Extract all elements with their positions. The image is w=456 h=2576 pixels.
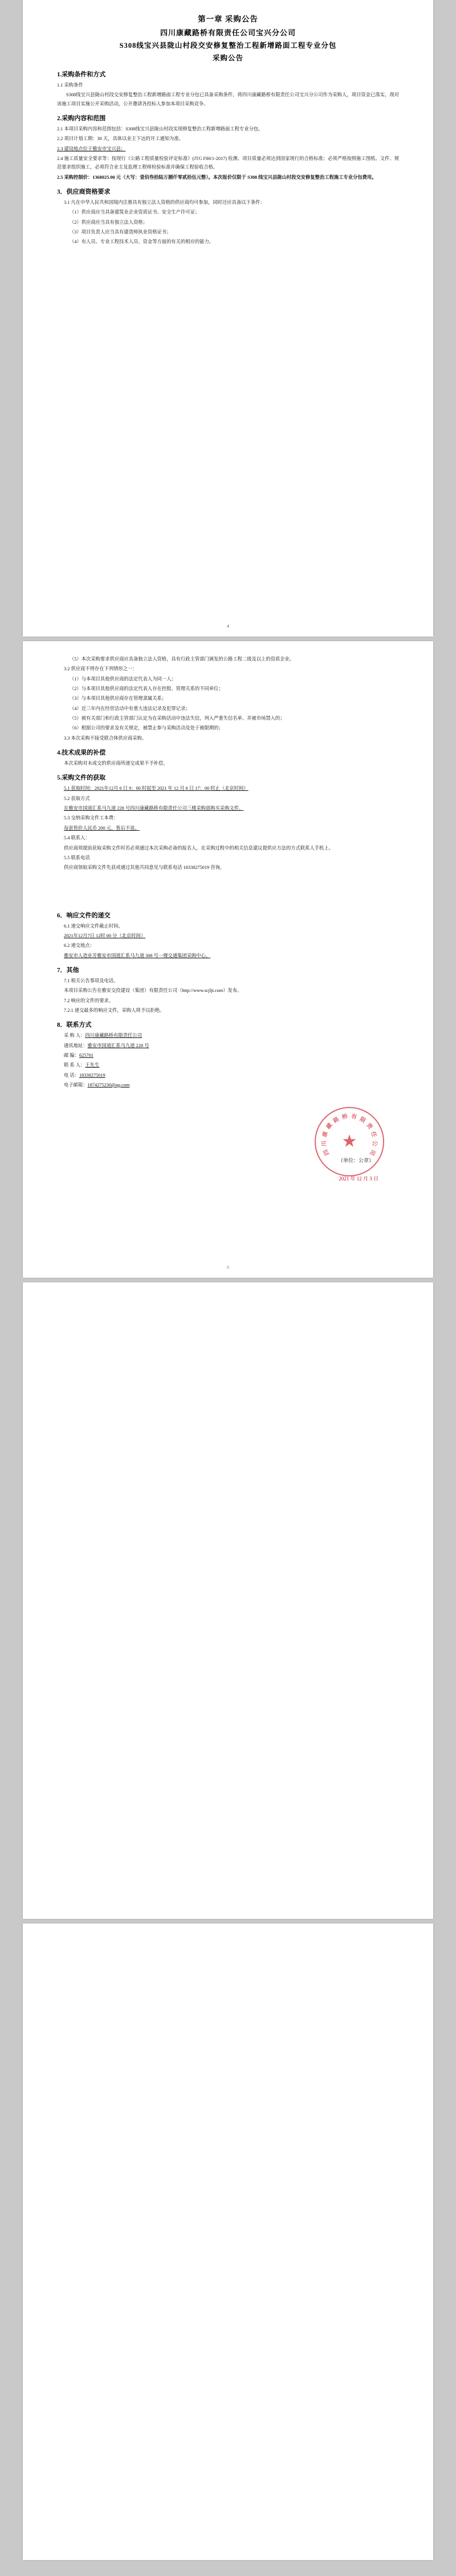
- page-number-2: 5: [227, 1265, 229, 1270]
- contact-label-zip: 邮 编：: [64, 1052, 79, 1058]
- seal-arc-char: 有: [351, 1113, 357, 1121]
- seal-arc-text: [316, 1108, 383, 1175]
- seal-arc-char: 川: [321, 1140, 328, 1147]
- contact-value-email: 1874275230@qq.com: [87, 1082, 130, 1088]
- document-sheet-2: [23, 641, 433, 1278]
- section-2-item-1: 2.1 本项目采购内容和范围包括：S308线宝兴县陇山村段实现修复整治工程新增路面工程专业分包。: [57, 126, 263, 132]
- contact-row-address: [64, 1041, 399, 1050]
- contact-value-phone: 18338275019: [79, 1072, 105, 1078]
- section-6-place-label: 6.2 递交地点：: [64, 943, 95, 949]
- seal-arc-char: 任: [369, 1130, 377, 1138]
- section-3-item-5: （5）本次采购要求供应商应具备独立法人资格，具有行政主管部门颁发的公路工程二级及以上的资质企业。: [70, 657, 295, 662]
- section-heading-4: 4.技术成果的补偿: [57, 749, 106, 757]
- section-4-text: 本次采购对未成交的供应商所递交成果不予补偿。: [64, 761, 168, 766]
- contact-value-address: 雅安市国道汇系马九道 228 号: [87, 1043, 149, 1048]
- document-sheet-4: [23, 1923, 433, 2560]
- doc-title-line-3: S308线宝兴县陇山村段交安修复整治工程新增路面工程专业分包: [119, 42, 337, 50]
- section-3-item-2: （2）供应商应当具有独立法人资格；: [70, 219, 148, 225]
- seal-arc-char: 康: [321, 1130, 329, 1138]
- section-3-intro: 3.1 凡在中华人民共和国境内注册具有独立法人资格的供应商均可参加，同时还应具备以下条件：: [64, 200, 265, 206]
- contact-label-purchaser: 采 购 人：: [64, 1033, 85, 1039]
- section-7-item-2: 本项目采购公告在雅安交投建设（集团）有限责任公司（http://www.scjljt.com）发布。: [64, 988, 242, 994]
- section-3-restriction-4: （4）近三年内在经营活动中有重大违法记录及犯罪记录；: [70, 705, 190, 711]
- section-5-contact-note: 供应商须提前获取采购文件时若必须通过本次采购必备的报名人，在采购过程中的相关信息建议提供应方法的方式联系人手机上。: [64, 845, 333, 851]
- contact-row-zip: [64, 1051, 399, 1060]
- section-3-item-4: （4）有人员、专业工程技术人员、资金等方面的有关的相应的能力。: [70, 239, 214, 245]
- section-3-restriction-1: （1）与本项目其他供应商的法定代表人为同一人；: [70, 676, 176, 682]
- contact-value-purchaser: 四川康藏路桥有限责任公司: [85, 1033, 142, 1039]
- section-3-restriction-3: （3）与本项目其他供应商存在管理隶属关系；: [70, 696, 167, 702]
- seal-star-icon: ★: [341, 1132, 357, 1151]
- section-6-deadline-value: 2021年12月7日 12时 00 分（北京时间）: [64, 933, 146, 938]
- section-3-restriction-2: （2）与本项目其他供应商的法定代表人存在控股、管理关系的不同单位；: [70, 686, 223, 692]
- contact-row-email: [64, 1081, 399, 1089]
- document-sheet-3: [23, 1282, 433, 1919]
- section-5-contact-label: 5.4 联系人：: [64, 835, 90, 841]
- contact-block: [57, 1031, 399, 1089]
- contact-row-person: [64, 1061, 399, 1069]
- section-2-item-3: 2.3 建设地点位于雅安市宝兴县；: [57, 146, 126, 151]
- doc-title-line-4: 采购公告: [212, 54, 243, 62]
- section-2-item-5: 2.5 采购控制价：1368025.00 元（大写：壹佰叁拾陆万捌仟零贰拾伍元整）。本次报价仅限于 S308 线宝兴县陇山村段交安修复整治工程施工专业分包费用。: [57, 174, 377, 180]
- section-3-restrictions-heading: 3.2 供应商不得存在下列情形之一：: [64, 666, 137, 672]
- contact-value-zip: 625701: [79, 1052, 93, 1058]
- section-3-restriction-5: （5）被有关部门和行政主管部门认定为在采购活动中违法失信，列入严重失信名单、并被市场禁入的；: [70, 716, 285, 721]
- section-heading-3: 3．供应商资格要求: [57, 188, 111, 196]
- section-heading-8: 8．联系方式: [57, 1022, 92, 1029]
- contact-row-phone: [64, 1071, 399, 1080]
- section-7-item-4: 7.2.1 递交最多的响应文件，采购人将予以拒绝。: [64, 1007, 165, 1013]
- seal-arc-char: 路: [332, 1116, 341, 1125]
- section-heading-7: 7．其他: [57, 966, 79, 974]
- section-6-place-value: 雅安市人造业芳雅安市国道汇系马九道 308 号一楼交通集团采购中心。: [64, 953, 211, 958]
- seal-arc-char: 司: [368, 1148, 376, 1156]
- section-2-item-4: 2.4 施工质量安全要求等：按现行《公路工程质量检验评定标准》(JTG F80/1-2017) 检测、项目质量必须达到国家现行的合格标准；必须严格按照施工图纸、文件、规范要求组织施工，必须符合业主及监理工程师检验标准并确保工程验收合格。: [57, 156, 399, 170]
- seal-arc-char: 限: [358, 1116, 367, 1125]
- contact-row-purchaser: [64, 1031, 399, 1040]
- seal-arc-char: 藏: [325, 1122, 334, 1131]
- section-2-item-2: 2.2 项目计划工期：30 天，具体以业主下达的开工通知为准。: [57, 136, 184, 142]
- section-3-item-1: （1）供应商应当具备建筑业企业资质证书、安全生产许可证；: [70, 210, 200, 215]
- section-heading-6: 6．响应文件的递交: [57, 912, 111, 919]
- official-seal-stamp: [315, 1107, 384, 1176]
- contact-label-person: 联 系 人：: [64, 1063, 85, 1068]
- section-5-acquire-location: 在雅安市国道汇系马九道 228 号四川康藏路桥有限责任公司三楼采购部购买采购文件。: [64, 806, 244, 811]
- section-3-restriction-6: （6）根据公司的要求及有关规定，被禁止参与采购活动及处于被限期的；: [70, 725, 223, 731]
- seal-arc-char: 四: [323, 1148, 331, 1156]
- section-1-text: S308线宝兴县陇山村段交安修复整治工程新增路面工程专业分包已具备采购条件，将四川康藏路桥有限责任公司宝兴分公司作为采购人，项目资金已落实，现对该施工项目实施公开采购活动，公开邀请各投标人参加本项目采购竞争。: [57, 92, 399, 106]
- doc-title-line-1: 第一章 采购公告: [198, 15, 258, 23]
- section-7-item-3: 7.2 响应的文件的要求。: [64, 998, 114, 1003]
- seal-date: 2021 年 12 月 3 日: [339, 1176, 378, 1182]
- contact-label-address: 通讯地址：: [64, 1043, 88, 1048]
- contact-label-phone: 电 话：: [64, 1072, 79, 1078]
- seal-arc-char: 责: [365, 1122, 374, 1131]
- section-3-no-consortium: 3.3 本次采购不接受联合体供应商采购。: [64, 735, 147, 741]
- contact-label-email: 电子邮箱：: [64, 1082, 88, 1088]
- section-5-phone-label: 5.5 联系电话: [64, 855, 90, 860]
- section-5-phone-note: 供应商领取采购文件先获或通过其他共同意见与联系电话 18338275019 咨询。: [64, 865, 225, 871]
- section-6-deadline-label: 6.1 递交响应文件截止时间。: [64, 923, 123, 929]
- page-number-1: 4: [227, 624, 229, 629]
- section-7-item-1: 7.1 相关公告事项及电话。: [64, 978, 119, 983]
- seal-arc-char: 桥: [341, 1113, 348, 1121]
- section-5-acquire-time: 5.1 获取时间：2021年12月 6 日 9：00 时起至 2021 年 12 月 6 日 17：00 时止（北京时间）: [64, 786, 249, 791]
- seal-arc-char: 公: [371, 1140, 378, 1147]
- section-5-acquire-method-label: 5.2 获取方式: [64, 795, 90, 801]
- doc-title-line-2: 四川康藏路桥有限责任公司宝兴分公司: [160, 28, 296, 37]
- section-3-item-3: （3）项目负责人应当具有建造师执业资格证书；: [70, 229, 172, 235]
- section-heading-1: 1.采购条件和方式: [57, 71, 106, 78]
- seal-issuer-label: （单位：公章）: [337, 1158, 374, 1163]
- section-heading-2: 2.采购内容和范围: [57, 115, 106, 122]
- section-1-sub-heading: 1.1 采购条件: [57, 83, 83, 88]
- section-heading-5: 5.采购文件的获取: [57, 774, 106, 782]
- contact-value-person: 王先生: [85, 1063, 100, 1068]
- section-5-fee-amount: 每套售价人民币 200 元，售后不退。: [64, 825, 140, 831]
- document-sheet-1: [23, 0, 433, 637]
- section-5-fee-label: 5.3 交纳采购文件工本费：: [64, 815, 119, 821]
